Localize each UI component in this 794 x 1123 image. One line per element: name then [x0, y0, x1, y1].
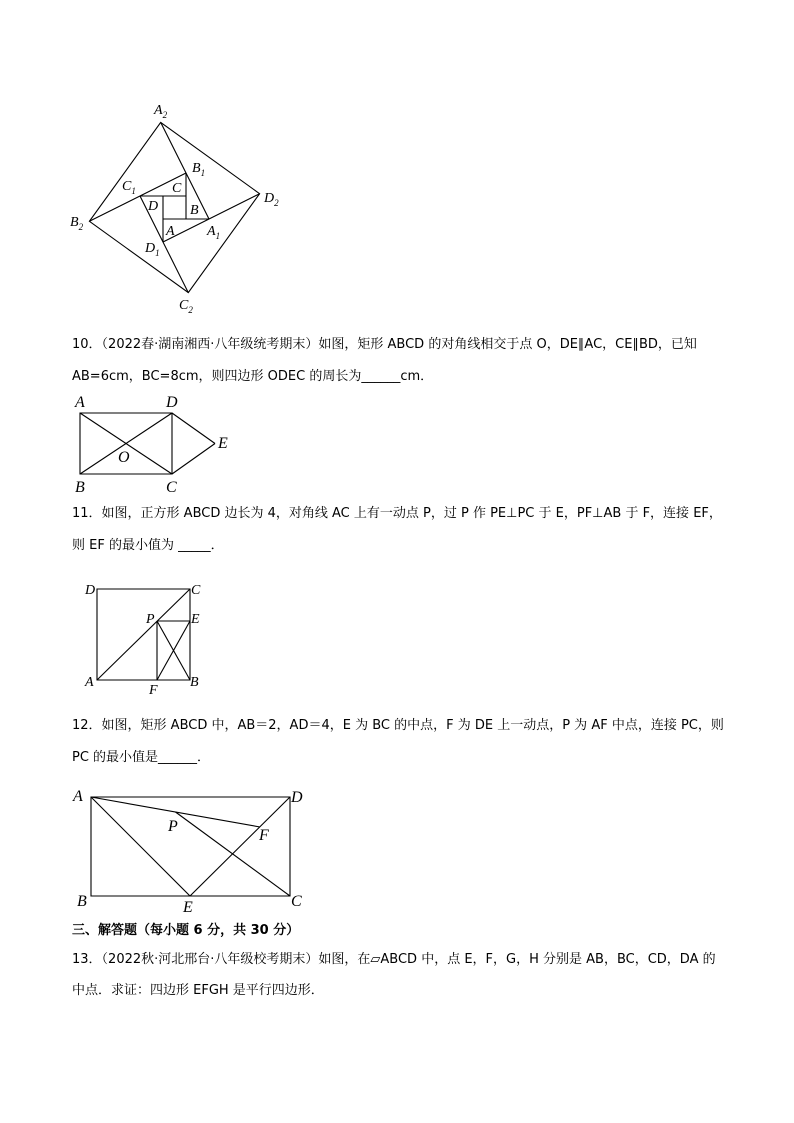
label-c: C [291, 893, 302, 910]
label-d: D [291, 789, 303, 806]
label-p: P [146, 612, 155, 627]
segment-pc [176, 812, 291, 896]
label-f: F [259, 827, 269, 844]
question-12-line-2: PC 的最小值是______． [72, 750, 211, 765]
outer-square-a2-d2-c2-b2 [89, 122, 259, 292]
figure-q10-rectangle [74, 394, 228, 496]
figure-nested-squares [70, 103, 279, 315]
label-d: D [85, 583, 96, 598]
label-d2: $D_2$ [264, 191, 279, 208]
label-b1: $B_1$ [192, 161, 206, 178]
label-f: F [149, 683, 158, 698]
question-10-line-1: 10．（2022春·湖南湘西·八年级统考期末）如图，矩形 ABCD 的对角线相交于点 O，DE∥AC，CE∥BD，已知 [72, 337, 697, 352]
label-b: B [190, 675, 199, 690]
label-b: B [77, 893, 87, 910]
label-c: C [191, 583, 201, 598]
label-b2: $B_2$ [70, 215, 84, 232]
label-a: A [73, 788, 83, 805]
segment-de [190, 797, 290, 896]
question-13-line-1: 13．（2022秋·河北邢台·八年级校考期末）如图，在▱ABCD 中，点 E，F，G，H 分别是 AB，BC，CD，DA 的 [72, 952, 716, 967]
question-11-line-2: 则 EF 的最小值为 _____． [72, 538, 224, 553]
segment-ce [172, 444, 215, 475]
question-11-line-1: 11．如图，正方形 ABCD 边长为 4，对角线 AC 上有一动点 P，过 P 作 PE⊥PC 于 E，PF⊥AB 于 F，连接 EF， [72, 506, 722, 521]
rectangle-abcd [91, 797, 290, 896]
label-a: A [166, 224, 175, 239]
question-12-line-1: 12．如图，矩形 ABCD 中，AB＝2，AD＝4，E 为 BC 的中点，F 为 DE 上一动点，P 为 AF 中点，连接 PC，则 [72, 718, 724, 733]
label-e: E [191, 612, 200, 627]
label-d: D [166, 394, 178, 411]
label-b: B [190, 203, 199, 218]
label-c: C [172, 181, 182, 196]
diagonal-ac [97, 589, 190, 680]
label-d1: $D_1$ [145, 241, 160, 258]
label-o: O [118, 449, 130, 466]
label-b: B [75, 479, 85, 496]
label-e: E [183, 899, 193, 916]
label-p: P [168, 818, 178, 835]
label-e: E [218, 435, 228, 452]
section-heading: 三、解答题（每小题 6 分，共 30 分） [72, 923, 300, 938]
figure-q11-square [84, 583, 201, 698]
label-a1: $A_1$ [207, 224, 221, 241]
segment-de [172, 413, 215, 444]
label-c1: $C_1$ [122, 179, 136, 196]
label-a: A [75, 394, 85, 411]
label-a2: $A_2$ [154, 103, 168, 120]
label-a: A [85, 675, 94, 690]
figure-q12-rectangle [72, 788, 303, 916]
label-c: C [166, 479, 177, 496]
question-13-line-2: 中点．求证：四边形 EFGH 是平行四边形． [72, 983, 324, 998]
label-d: D [148, 199, 159, 214]
question-10-line-2: AB=6cm，BC=8cm，则四边形 ODEC 的周长为______cm． [72, 369, 434, 384]
label-c2: $C_2$ [179, 298, 193, 315]
